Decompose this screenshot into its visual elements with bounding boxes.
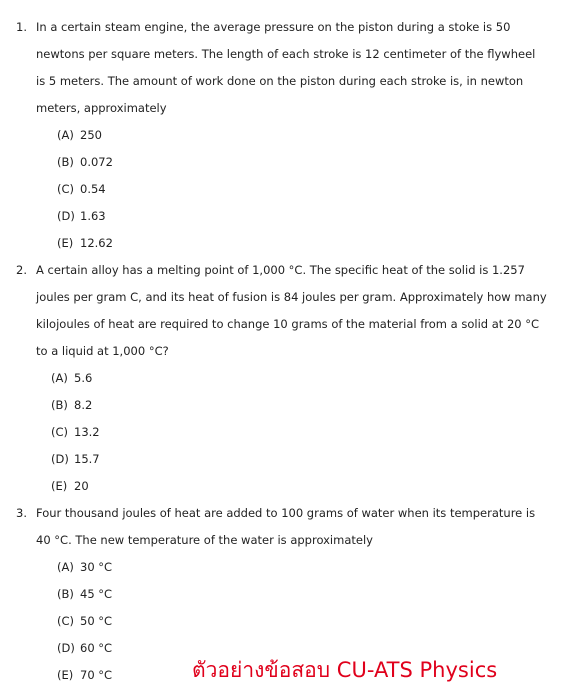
option-value: 0.072 [80, 155, 113, 169]
answer-option-d [51, 446, 568, 473]
answer-option-e [51, 473, 568, 500]
exam-sample-watermark: ตัวอย่างข้อสอบ CU-ATS Physics [192, 658, 498, 682]
answer-option-c [51, 419, 568, 446]
answer-option-e [57, 230, 568, 257]
option-letter: (A) [57, 560, 74, 574]
answer-option-b [51, 392, 568, 419]
question-number: 2. [16, 263, 27, 277]
question-line: newtons per square meters. The length of each stroke is 12 centimeter of the flywheel [36, 47, 536, 61]
option-letter: (B) [57, 155, 74, 169]
option-value: 45 °C [80, 587, 113, 601]
question-text [36, 257, 548, 365]
option-letter: (D) [57, 209, 75, 223]
option-letter: (A) [51, 371, 68, 385]
option-value: 60 °C [80, 641, 113, 655]
option-letter: (B) [51, 398, 68, 412]
option-letter: (B) [57, 587, 74, 601]
option-value: 250 [80, 128, 102, 142]
question-line: A certain alloy has a melting point of 1,000 °C. The specific heat of the solid is 1.257 [36, 263, 525, 277]
option-letter: (C) [57, 614, 75, 628]
option-value: 13.2 [74, 425, 100, 439]
answer-option-a [57, 122, 568, 149]
question-number: 3. [16, 506, 27, 520]
option-value: 20 [74, 479, 89, 493]
option-letter: (A) [57, 128, 74, 142]
question-line: Four thousand joules of heat are added to 100 grams of water when its temperature is [36, 506, 536, 520]
question-2 [0, 257, 568, 500]
option-letter: (D) [57, 641, 75, 655]
answer-option-c [57, 176, 568, 203]
answer-option-a [51, 365, 568, 392]
option-value: 70 °C [80, 668, 113, 682]
answer-option-a [57, 554, 568, 581]
question-line: 40 °C. The new temperature of the water is approximately [36, 533, 373, 547]
question-line: joules per gram C, and its heat of fusion is 84 joules per gram. Approximately how many [36, 290, 547, 304]
answer-option-d [57, 203, 568, 230]
option-value: 15.7 [74, 452, 100, 466]
option-letter: (C) [51, 425, 69, 439]
option-value: 12.62 [80, 236, 113, 250]
question-text [36, 14, 548, 122]
question-number: 1. [16, 20, 27, 34]
question-line: meters, approximately [36, 101, 167, 115]
option-value: 30 °C [80, 560, 113, 574]
question-line: to a liquid at 1,000 °C? [36, 344, 169, 358]
option-value: 1.63 [80, 209, 106, 223]
option-letter: (C) [57, 182, 75, 196]
answer-option-c [57, 608, 568, 635]
answer-option-b [57, 581, 568, 608]
option-value: 0.54 [80, 182, 106, 196]
option-value: 8.2 [74, 398, 93, 412]
option-value: 5.6 [74, 371, 93, 385]
answer-options [0, 122, 568, 257]
option-value: 50 °C [80, 614, 113, 628]
option-letter: (E) [57, 668, 74, 682]
question-line: In a certain steam engine, the average pressure on the piston during a stoke is 50 [36, 20, 511, 34]
option-letter: (E) [57, 236, 74, 250]
question-line: is 5 meters. The amount of work done on the piston during each stroke is, in newton [36, 74, 524, 88]
question-line: kilojoules of heat are required to change 10 grams of the material from a solid at 20 °C [36, 317, 540, 331]
question-1 [0, 14, 568, 257]
answer-option-b [57, 149, 568, 176]
exam-document [0, 14, 568, 689]
option-letter: (E) [51, 479, 68, 493]
answer-options [0, 365, 568, 500]
option-letter: (D) [51, 452, 69, 466]
question-text [36, 500, 548, 554]
